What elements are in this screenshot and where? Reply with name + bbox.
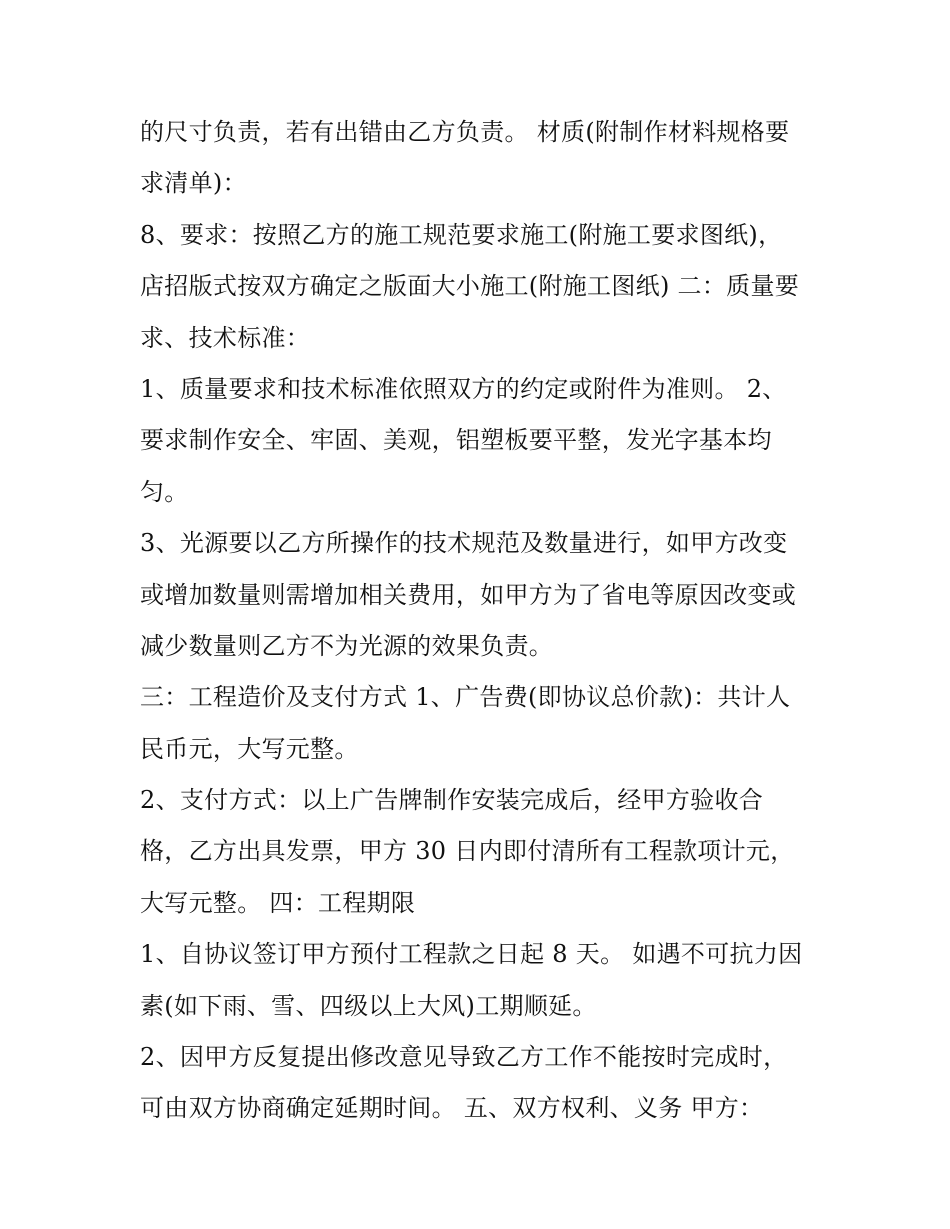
text-line: 要求制作安全、牢固、美观，铝塑板要平整，发光字基本均 — [140, 426, 772, 455]
text-line: 的尺寸负责，若有出错由乙方负责。 材质(附制作材料规格要 — [140, 118, 790, 146]
text-line: 或增加数量则需增加相关费用，如甲方为了省电等原因改变或 — [140, 580, 797, 609]
text-line: 1、质量要求和技术标准依照双方的约定或附件为准则。 2、 — [140, 374, 787, 403]
text-line: 格，乙方出具发票，甲方 30 日内即付清所有工程款项计元， — [140, 837, 795, 866]
text-line: 素(如下雨、雪、四级以上大风)工期顺延。 — [140, 991, 597, 1020]
text-line: 2、支付方式：以上广告牌制作安装完成后，经甲方验收合 — [140, 786, 764, 815]
text-line: 2、因甲方反复提出修改意见导致乙方工作不能按时完成时， — [140, 1043, 788, 1072]
text-line: 匀。 — [140, 477, 189, 506]
document-body — [140, 107, 830, 1135]
text-line: 民币元，大写元整。 — [140, 734, 359, 763]
text-line: 减少数量则乙方不为光源的效果负责。 — [140, 631, 554, 660]
text-line: 店招版式按双方确定之版面大小施工(附施工图纸) 二：质量要 — [140, 272, 800, 301]
text-line: 8、要求：按照乙方的施工规范要求施工(附施工要求图纸)， — [140, 220, 783, 249]
text-line: 大写元整。 四：工程期限 — [140, 888, 416, 917]
text-line: 1、自协议签订甲方预付工程款之日起 8 天。 如遇不可抗力因 — [140, 940, 803, 969]
text-line: 3、光源要以乙方所操作的技术规范及数量进行，如甲方改变 — [140, 529, 788, 558]
text-line: 求、技术标准： — [140, 323, 311, 352]
text-line: 可由双方协商确定延期时间。 五、双方权利、义务 甲方： — [140, 1094, 764, 1123]
text-line: 求清单)： — [140, 169, 247, 198]
text-line: 三：工程造价及支付方式 1、广告费(即协议总价款)：共计人 — [140, 683, 791, 712]
